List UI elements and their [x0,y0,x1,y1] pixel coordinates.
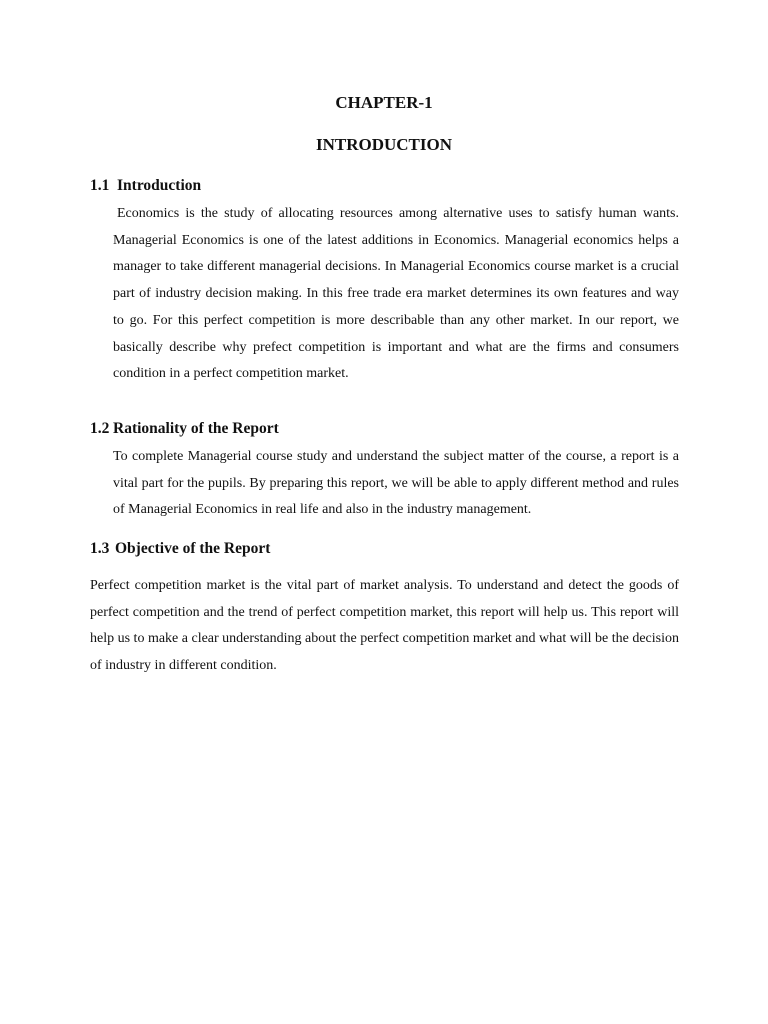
chapter-number: CHAPTER-1 [335,93,433,112]
section-heading-objective [90,539,270,559]
section-number: 1.1 [90,177,110,194]
section-body-rationality: To complete Managerial course study and understand the subject matter of the course, a report is a vital part for the pupils. By preparing this report, we will be able to apply different method and rules of Managerial Economics in real life and also in the industry management. [113,449,679,518]
section-number: 1.3 [90,540,110,557]
section-heading-rationality [90,419,279,439]
section-body-objective: Perfect competition market is the vital part of market analysis. To understand and detect the goods of perfect competition and the trend of perfect competition market, this report will help us. This report will help us to make a clear understanding about the perfect competition market and what will be the decision of industry in different condition. [90,578,679,674]
chapter-title: INTRODUCTION [315,135,453,154]
section-number: 1.2 [90,420,110,437]
section-title: Rationality of the Report [113,420,279,437]
section-title: Introduction [117,177,202,194]
section-heading-introduction [90,176,201,196]
section-body-introduction: Economics is the study of allocating resources among alternative uses to satisfy human wants. Managerial Economics is one of the latest additions in Economics. Managerial economics helps a manager to take different managerial decisions. In Managerial Economics course market is a crucial part of industry decision making. In this free trade era market determines its own features and way to go. For this perfect competition is more describable than any other market. In our report, we basically describe why prefect competition is important and what are the firms and consumers condition in a perfect competition market. [113,206,679,382]
section-title: Objective of the Report [115,540,271,557]
